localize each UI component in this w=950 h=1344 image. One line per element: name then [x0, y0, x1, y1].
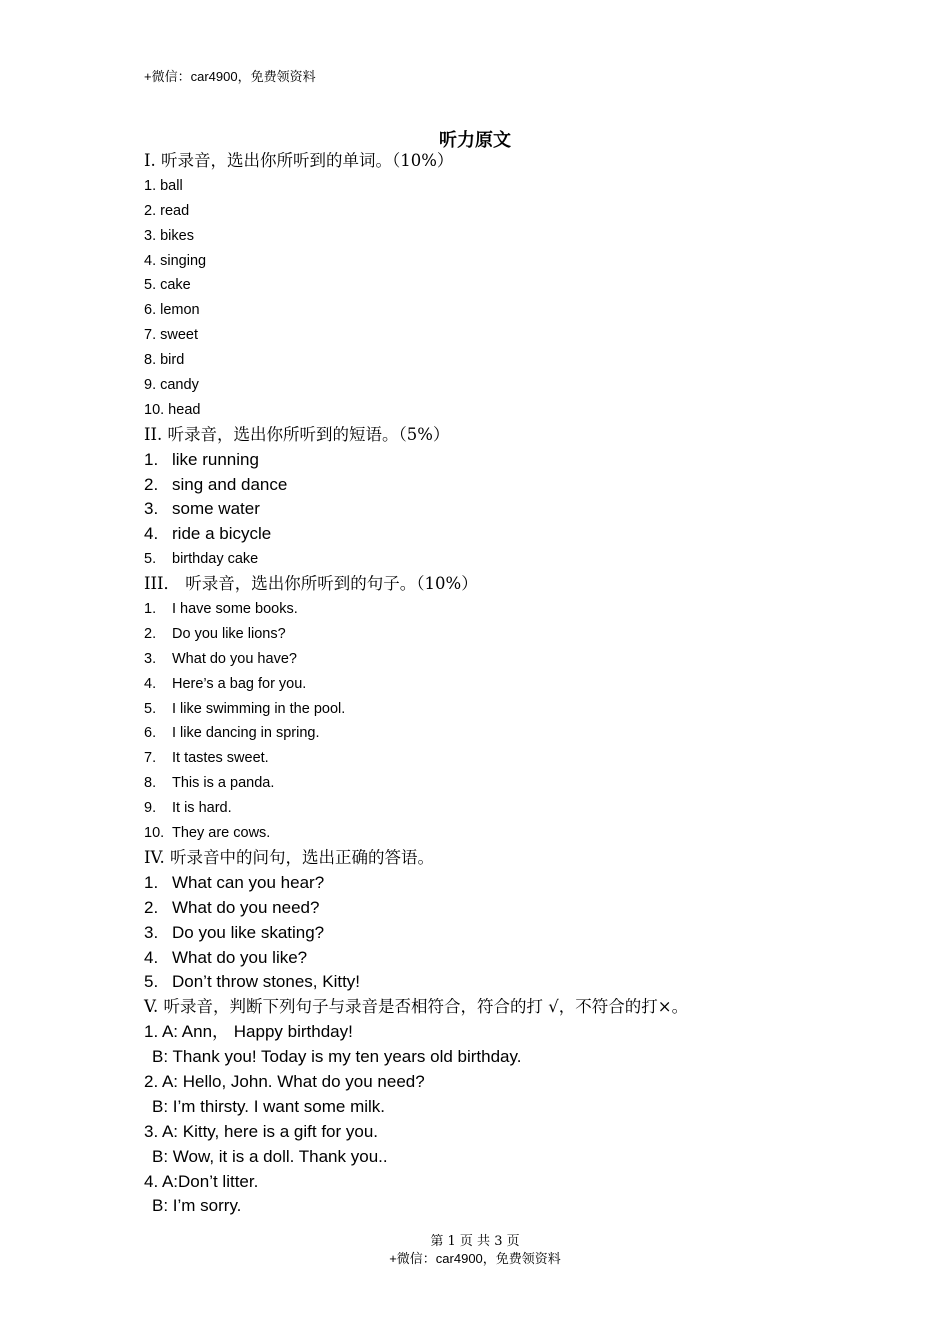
listening-script-content	[144, 149, 844, 1219]
dialogue-line: 2. A: Hello, John. What do you need?	[144, 1071, 425, 1091]
list-item: 8. bird	[144, 352, 185, 369]
item-number: 1.	[144, 872, 159, 892]
list-item: 5. cake	[144, 277, 191, 294]
item-text: This is a panda.	[172, 775, 275, 792]
footer-note: +微信：car4900，免费领资料	[389, 1251, 561, 1266]
list-item	[144, 622, 844, 647]
dialogue-line: 4. A:Don’t litter.	[144, 1171, 259, 1191]
list-item	[144, 921, 844, 946]
item-number: 7.	[144, 750, 157, 767]
list-item	[144, 547, 844, 572]
item-number: 4.	[144, 947, 159, 967]
item-text: What do you like?	[172, 947, 308, 967]
list-item	[144, 647, 844, 672]
item-text: ride a bicycle	[172, 524, 272, 544]
list-item	[144, 970, 844, 995]
item-number: 1.	[144, 449, 159, 469]
list-item	[144, 473, 844, 498]
dialogue-line: 1. A: Ann， Happy birthday!	[144, 1022, 353, 1042]
item-text: I have some books.	[172, 601, 298, 618]
item-number: 3.	[144, 499, 159, 519]
list-item: 3. bikes	[144, 227, 194, 244]
section-heading-text: V. 听录音，判断下列句子与录音是否相符合，符合的打 √，不符合的打×。	[144, 997, 689, 1017]
item-number: 2.	[144, 474, 159, 494]
item-text: They are cows.	[172, 825, 271, 842]
item-number: 6.	[144, 725, 157, 742]
item-number: 3.	[144, 650, 157, 667]
list-item	[144, 821, 844, 846]
item-text: birthday cake	[172, 551, 259, 568]
dialogue-line: B: Thank you! Today is my ten years old birthday.	[152, 1047, 522, 1067]
item-text: I like dancing in spring.	[172, 725, 320, 742]
list-item: 7. sweet	[144, 327, 198, 344]
list-item	[144, 597, 844, 622]
item-text: It is hard.	[172, 800, 232, 817]
page-title: 听力原文	[439, 130, 511, 151]
item-text: It tastes sweet.	[172, 750, 269, 767]
page-number: 第 1 页 共 3 页	[430, 1234, 520, 1249]
dialogue-line: 3. A: Kitty, here is a gift for you.	[144, 1121, 379, 1141]
list-item	[144, 946, 844, 971]
list-item	[144, 871, 844, 896]
section-heading-text: III． 听录音，选出你所听到的句子。（10%）	[144, 574, 478, 594]
item-text: some water	[172, 499, 260, 519]
item-text: Here’s a bag for you.	[172, 675, 307, 692]
item-text: sing and dance	[172, 474, 288, 494]
item-number: 2.	[144, 625, 157, 642]
list-item	[144, 796, 844, 821]
dialogue-line: B: Wow, it is a doll. Thank you..	[152, 1146, 388, 1166]
list-item	[144, 448, 844, 473]
item-number: 4.	[144, 524, 159, 544]
item-number: 8.	[144, 775, 157, 792]
section-heading	[144, 846, 844, 871]
item-text: Do you like lions?	[172, 625, 286, 642]
dialogue-line: B: I’m thirsty. I want some milk.	[152, 1096, 386, 1116]
list-item: 4. singing	[144, 252, 207, 269]
item-text: What do you have?	[172, 650, 297, 667]
item-number: 1.	[144, 601, 157, 618]
section-heading-text: IV. 听录音中的问句，选出正确的答语。	[144, 847, 435, 867]
item-text: like running	[172, 449, 259, 469]
list-item	[144, 721, 844, 746]
list-item	[144, 697, 844, 722]
list-item: 9. candy	[144, 377, 199, 394]
item-text: I like swimming in the pool.	[172, 700, 346, 717]
section-heading-text: II. 听录音，选出你所听到的短语。（5%）	[144, 424, 450, 444]
list-item: 1. ball	[144, 177, 183, 194]
list-item	[144, 672, 844, 697]
section-heading	[144, 149, 844, 174]
list-item: 2. read	[144, 202, 190, 219]
section-heading	[144, 572, 844, 597]
section-heading-text: I. 听录音，选出你所听到的单词。（10%）	[144, 151, 454, 170]
list-item	[144, 771, 844, 796]
list-item: 10. head	[144, 401, 201, 418]
item-text: Do you like skating?	[172, 922, 325, 942]
item-number: 5.	[144, 700, 157, 717]
list-item	[144, 497, 844, 522]
list-item	[144, 746, 844, 771]
item-number: 4.	[144, 675, 157, 692]
header-note: +微信：car4900，免费领资料	[144, 69, 316, 84]
list-item	[144, 896, 844, 921]
section-heading	[144, 423, 844, 448]
item-number: 2.	[144, 897, 159, 917]
item-text: What do you need?	[172, 897, 320, 917]
item-number: 3.	[144, 922, 159, 942]
item-number: 5.	[144, 972, 159, 992]
dialogue-line: B: I’m sorry.	[152, 1196, 242, 1216]
item-number: 10.	[144, 825, 165, 842]
list-item: 6. lemon	[144, 302, 200, 319]
section-heading	[144, 995, 844, 1020]
list-item	[144, 522, 844, 547]
item-text: What can you hear?	[172, 872, 325, 892]
item-number: 5.	[144, 551, 157, 568]
item-number: 9.	[144, 800, 157, 817]
item-text: Don’t throw stones, Kitty!	[172, 972, 361, 992]
